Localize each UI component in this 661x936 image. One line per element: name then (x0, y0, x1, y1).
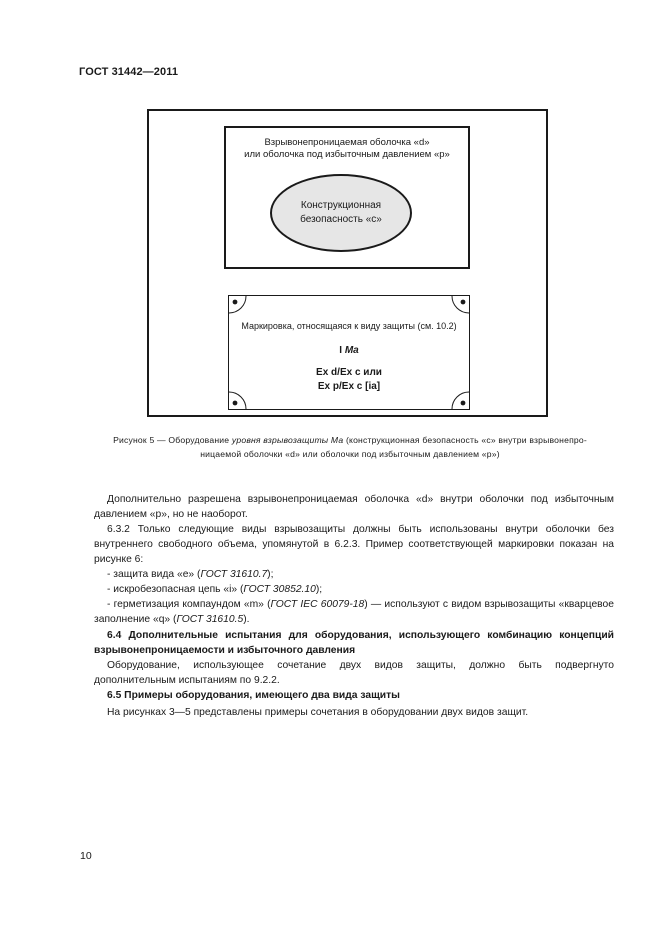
list-item-e (107, 567, 273, 582)
corner-screw-icon (229, 296, 247, 314)
paragraph-6-4: Оборудование, использующее сочетание двух видов защиты, должно быть подвергнуто дополнительным испытаниям по 9.2.2. (94, 660, 614, 686)
plate-group-level (229, 344, 469, 357)
page-number: 10 (80, 850, 92, 862)
list-item-i (107, 582, 322, 597)
figure-caption (80, 433, 620, 461)
enclosure-label-line1: Взрывонепроницаемая оболочка «d» (264, 137, 430, 148)
list-item-text: - защита вида «е» ( (107, 569, 201, 580)
standard-reference: ГОСТ 31610.5 (176, 614, 244, 625)
standard-reference: ГОСТ IEC 60079-18 (270, 599, 365, 610)
ellipse-label-line2: безопасность «с» (300, 214, 382, 225)
list-item-end: ); (267, 569, 274, 580)
section-heading-6-5: 6.5 Примеры оборудования, имеющего два вида защиты (107, 690, 400, 701)
paragraph-additional: Дополнительно разрешена взрывонепроницаемая оболочка «d» внутри оболочки под избыточным давлением «р», но не наоборот. (94, 494, 614, 520)
plate-group: I (339, 345, 343, 356)
paragraph-6-5: На рисунках 3—5 представлены примеры сочетания в оборудовании двух видов защит. (107, 707, 529, 718)
list-item-text: - искробезопасная цепь «i» ( (107, 584, 244, 595)
plate-marking-line2: Ex p/Ex с [ia] (317, 381, 381, 392)
standard-reference: ГОСТ 31610.7 (200, 569, 268, 580)
list-item-text: ) — используют с видом взрывозащиты «кварцевое заполнение «q» ( (94, 599, 614, 625)
list-item-m (94, 597, 614, 627)
caption-line2: ницаемой оболочки «d» или оболочки под избыточным давлением «р») (200, 449, 500, 459)
document-header: ГОСТ 31442—2011 (79, 66, 179, 78)
plate-label: Маркировка, относящаяся к виду защиты (см. 10.2) (241, 321, 457, 331)
corner-screw-icon (451, 296, 469, 314)
paragraph-6-3-2: 6.3.2 Только следующие виды взрывозащиты должны быть использованы внутри оболочки без внутреннего свободного объема, упомянутой в 6.2.3. Пример соответствующей маркировки показан на рисунке 6: (94, 524, 614, 565)
section-heading-6-4: 6.4 Дополнительные испытания для оборудования, использующего комбинацию концепций взрывонепроницаемости и избыточного давления (94, 630, 614, 656)
standard-reference: ГОСТ 30852.10 (243, 584, 316, 595)
list-item-end: ). (243, 614, 250, 625)
ellipse-label-line1: Конструкционная (300, 200, 382, 211)
caption-line1 (80, 433, 620, 447)
caption-rest: (конструкционная безопасность «с» внутри взрывонепро- (343, 435, 587, 445)
enclosure-box (224, 126, 470, 269)
plate-marking-line1: Ex d/Ex с или (316, 367, 382, 378)
construction-safety-ellipse (270, 174, 412, 252)
list-item-text: - герметизация компаундом «m» ( (107, 599, 271, 610)
corner-screw-icon (229, 391, 247, 409)
caption-prefix: Рисунок 5 — Оборудование (113, 435, 232, 445)
marking-plate (228, 295, 470, 410)
corner-screw-icon (451, 391, 469, 409)
caption-italic: уровня взрывозащиты Ма (231, 435, 344, 445)
plate-level: Ma (344, 345, 359, 356)
list-item-end: ); (315, 584, 323, 595)
enclosure-label-line2: или оболочка под избыточным давлением «р» (244, 149, 450, 160)
